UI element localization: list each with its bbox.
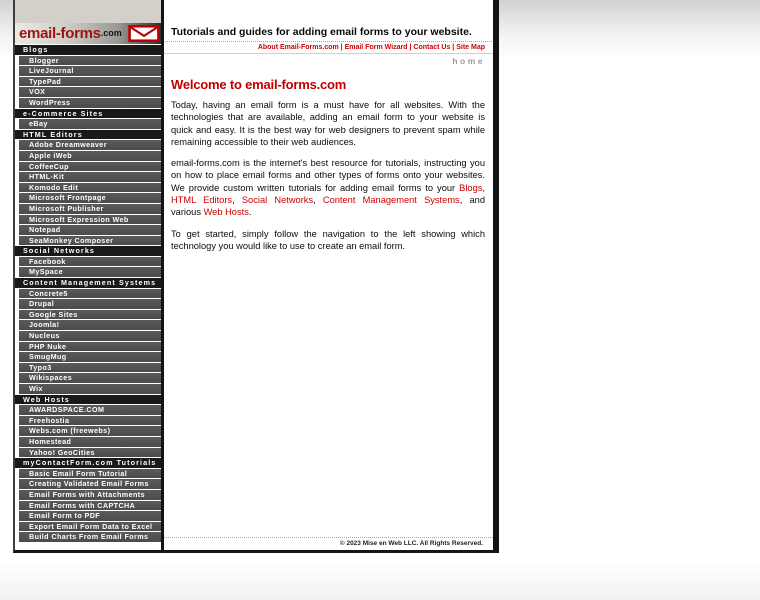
paragraph-text: , — [313, 195, 323, 206]
top-nav-link[interactable]: Contact Us — [413, 44, 451, 51]
sidebar-item[interactable]: Adobe Dreamweaver — [19, 140, 161, 150]
sidebar-item[interactable]: Microsoft Expression Web — [19, 215, 161, 225]
top-nav — [164, 42, 493, 53]
inline-link[interactable]: Web Hosts — [203, 207, 249, 218]
envelope-icon — [128, 24, 160, 43]
logo-tld: .com — [100, 27, 122, 38]
sidebar-item[interactable]: Drupal — [19, 299, 161, 309]
sidebar-item[interactable]: Komodo Edit — [19, 183, 161, 193]
nav-separator: | — [338, 44, 345, 51]
sidebar-item[interactable]: Notepad — [19, 225, 161, 235]
sidebar-section-header: Social Networks — [15, 246, 161, 256]
intro-paragraph-3: To get started, simply follow the navigation to the left showing which technology you would like to use to create an email form. — [171, 228, 485, 251]
sidebar-section-header: Content Management Systems — [15, 278, 161, 288]
sidebar-item[interactable]: Wix — [19, 384, 161, 394]
inline-link[interactable]: Blogs — [459, 182, 483, 193]
sidebar-item[interactable]: Email Form to PDF — [19, 511, 161, 521]
paragraph-text: , and various — [171, 195, 485, 218]
sidebar-item[interactable]: Build Charts From Email Forms — [19, 532, 161, 542]
sidebar-item[interactable]: Yahoo! GeoCities — [19, 448, 161, 458]
sidebar-item[interactable]: Concrete5 — [19, 289, 161, 299]
sidebar-item[interactable]: SeaMonkey Composer — [19, 236, 161, 246]
sidebar-item[interactable]: Webs.com (freewebs) — [19, 426, 161, 436]
inline-link[interactable]: Social Networks — [241, 195, 314, 206]
left-column — [15, 0, 164, 550]
main-column — [164, 0, 493, 550]
sidebar-section-header: myContactForm.com Tutorials — [15, 458, 161, 468]
sidebar-item[interactable]: Typo3 — [19, 363, 161, 373]
top-nav-link[interactable]: About Email-Forms.com — [257, 44, 339, 51]
sidebar-item[interactable]: WordPress — [19, 98, 161, 108]
sidebar-item[interactable]: Microsoft Publisher — [19, 204, 161, 214]
page-title: Welcome to email-forms.com — [171, 77, 347, 92]
sidebar-item[interactable]: Microsoft Frontpage — [19, 193, 161, 203]
logo-strip — [15, 23, 161, 44]
sidebar-item[interactable]: TypePad — [19, 77, 161, 87]
intro-paragraph-1: Today, having an email form is a must have for all websites. With the technologies that are available, adding an email form to your website is quick and easy. It is the best way for web designers to prevent spam while remaining accessible to their web audiences. — [171, 100, 485, 147]
sidebar-item[interactable]: Google Sites — [19, 310, 161, 320]
sidebar-item[interactable]: Joomla! — [19, 320, 161, 330]
sidebar-item[interactable]: Facebook — [19, 257, 161, 267]
sidebar-item[interactable]: Basic Email Form Tutorial — [19, 469, 161, 479]
nav-separator: | — [450, 44, 457, 51]
copyright-notice: © 2023 Mise en Web LLC. All Rights Reserved. — [164, 537, 493, 550]
sidebar — [15, 44, 161, 550]
sidebar-item[interactable]: Blogger — [19, 56, 161, 66]
sidebar-item[interactable]: HTML-Kit — [19, 172, 161, 182]
sidebar-item[interactable]: Freehostia — [19, 416, 161, 426]
intro-paragraph-2 — [171, 157, 485, 218]
sidebar-item[interactable]: SmugMug — [19, 352, 161, 362]
site-tagline: Tutorials and guides for adding email forms to your website. — [171, 26, 472, 38]
sidebar-item[interactable]: Email Forms with Attachments — [19, 490, 161, 500]
sidebar-item[interactable]: Nucleus — [19, 331, 161, 341]
nav-separator: | — [407, 44, 414, 51]
top-nav-link[interactable]: Email Form Wizard — [344, 44, 408, 51]
sidebar-item[interactable]: MySpace — [19, 267, 161, 277]
breadcrumb: home — [452, 56, 485, 66]
sidebar-item[interactable]: Creating Validated Email Forms — [19, 479, 161, 489]
inline-link[interactable]: HTML Editors — [171, 195, 233, 206]
top-nav-link[interactable]: Site Map — [456, 44, 485, 51]
sidebar-item[interactable]: CoffeeCup — [19, 162, 161, 172]
sidebar-item[interactable]: eBay — [19, 119, 161, 129]
sidebar-item[interactable]: LiveJournal — [19, 66, 161, 76]
paragraph-text: , — [482, 182, 485, 193]
logo-text: email-forms — [19, 25, 101, 42]
paragraph-text: , — [232, 195, 242, 206]
sidebar-section-header: Blogs — [15, 45, 161, 55]
sidebar-item[interactable]: PHP Nuke — [19, 342, 161, 352]
sidebar-item[interactable]: Wikispaces — [19, 373, 161, 383]
main-content — [164, 69, 493, 537]
sidebar-section-header: HTML Editors — [15, 130, 161, 140]
sidebar-item[interactable]: Apple iWeb — [19, 151, 161, 161]
sidebar-item[interactable]: Export Email Form Data to Excel — [19, 522, 161, 532]
sidebar-item[interactable]: VOX — [19, 87, 161, 97]
paragraph-text: . — [248, 207, 252, 218]
sidebar-item[interactable]: AWARDSPACE.COM — [19, 405, 161, 415]
sidebar-section-header: e-Commerce Sites — [15, 109, 161, 119]
sidebar-item[interactable]: Email Forms with CAPTCHA — [19, 501, 161, 511]
inline-link[interactable]: Content Management Systems — [322, 195, 460, 206]
paragraph-text: email-forms.com is the internet's best resource for tutorials, instructing you on how to place email forms and other types of forms onto your websites. We provide custom written tutorials for adding email forms to your — [171, 158, 485, 193]
sidebar-item[interactable]: Homestead — [19, 437, 161, 447]
sidebar-section-header: Web Hosts — [15, 395, 161, 405]
page-container — [13, 0, 499, 553]
site-logo[interactable] — [15, 0, 161, 44]
